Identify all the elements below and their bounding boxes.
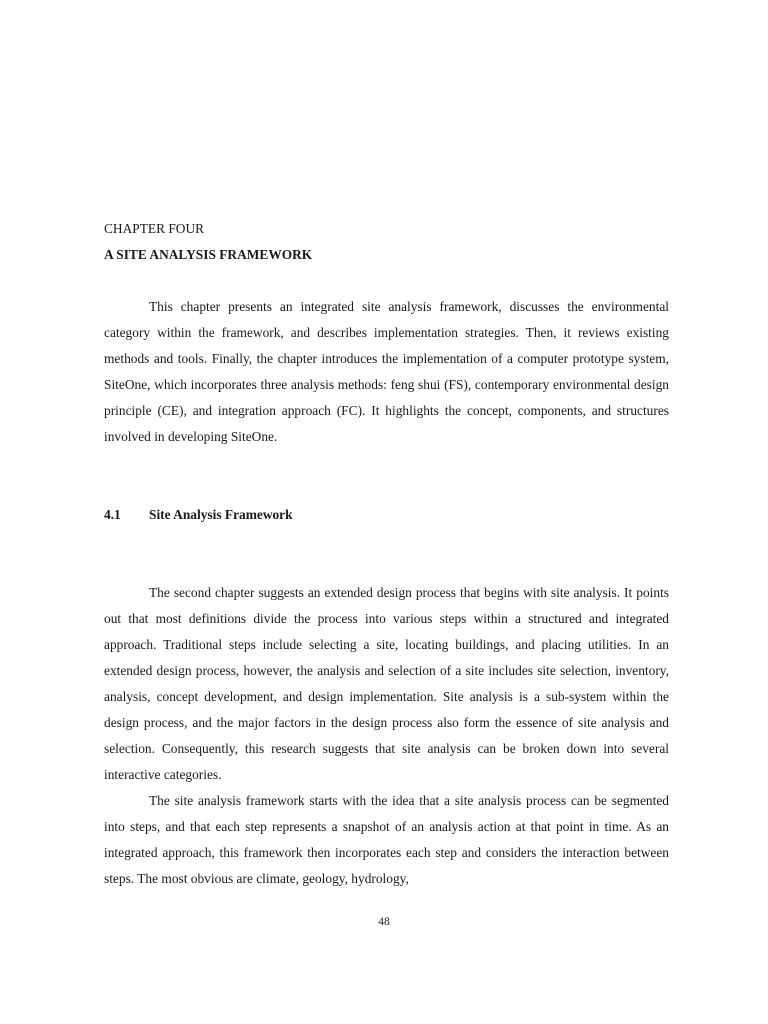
intro-paragraph: This chapter presents an integrated site analysis framework, discusses the environmental category within the framework, and describes implementation strategies. Then, it reviews existing methods and tools. Finally, the chapter introduces the implementation of a computer prototype system, SiteOne, which incorporates three analysis methods: feng shui (FS), contemporary environmental design principle (CE), and integration approach (FC). It highlights the concept, components, and structures involved in developing SiteOne. [104, 299, 669, 444]
page-number: 48 [378, 916, 390, 928]
body-paragraph: The site analysis framework starts with the idea that a site analysis process can be segmented into steps, and that each step represents a snapshot of an analysis action at that point in time. As an integrated approach, this framework then incorporates each step and considers the interaction between steps. The most obvious are climate, geology, hydrology, [104, 793, 669, 886]
section-number: 4.1 [104, 507, 121, 522]
body-paragraph: The second chapter suggests an extended design process that begins with site analysis. It points out that most definitions divide the process into various steps within a structured and integrated approach. Traditional steps include selecting a site, locating buildings, and placing utilities. In an extended design process, however, the analysis and selection of a site includes site selection, inventory, analysis, concept development, and design implementation. Site analysis is a sub-system within the design process, and the major factors in the design process also form the essence of site analysis and selection. Consequently, this research suggests that site analysis can be broken down into several interactive categories. [104, 585, 669, 782]
section-body [104, 580, 669, 892]
section-heading [104, 502, 293, 528]
chapter-label: CHAPTER FOUR [104, 221, 205, 236]
section-title: Site Analysis Framework [149, 507, 293, 522]
chapter-title: A SITE ANALYSIS FRAMEWORK [104, 247, 313, 262]
intro-section [104, 294, 669, 450]
